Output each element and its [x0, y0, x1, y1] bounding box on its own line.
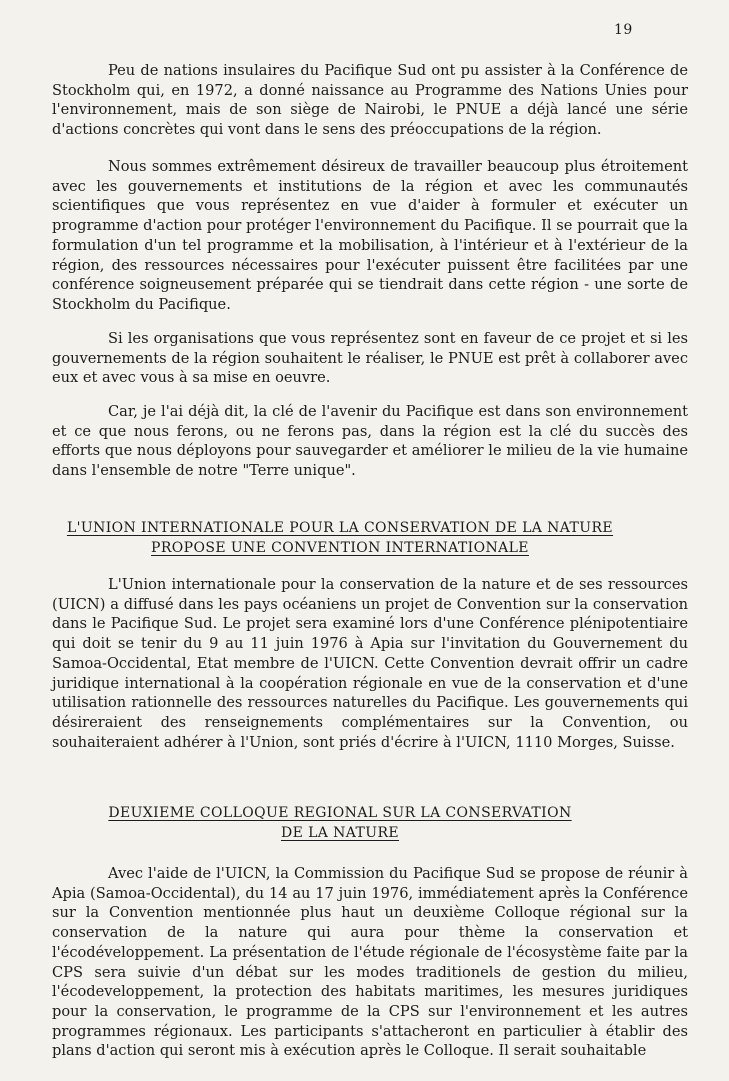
section-heading-colloque-line1: DEUXIEME COLLOQUE REGIONAL SUR LA CONSERVATION: [108, 805, 572, 821]
page-number: 19: [614, 22, 633, 38]
paragraph-projet: Si les organisations que vous représentez sont en faveur de ce projet et si les gouvernements de la région souhaitent le réaliser, le PNUE est prêt à collaborer avec eux et avec vous à sa mise en oeuvre.: [52, 330, 688, 387]
section-heading-colloque: [60, 803, 620, 843]
section-heading-uicn: [40, 518, 640, 558]
paragraph-pnue-stockholm: Peu de nations insulaires du Pacifique Sud ont pu assister à la Conférence de Stockholm qui, en 1972, a donné naissance au Programme des Nations Unies pour l'environnement, mais de son siège de Nairobi, le PNUE a déjà lancé une série d'actions concrètes qui vont dans le sens des préoccupations de la région.: [52, 62, 688, 139]
paragraph-avenir-pacifique: Car, je l'ai déjà dit, la clé de l'avenir du Pacifique est dans son environnement et ce que nous ferons, ou ne ferons pas, dans la région est la clé du succès des efforts que nous déployons pour sauvegarder et améliorer le milieu de la vie humaine dans l'ensemble de notre "Terre unique".: [52, 403, 688, 480]
section-heading-colloque-line2: DE LA NATURE: [280, 825, 400, 841]
paragraph-colloque: Avec l'aide de l'UICN, la Commission du Pacifique Sud se propose de réunir à Apia (Samoa-Occidental), du 14 au 17 juin 1976, immédiatement après la Conférence sur la Convention mentionnée plus haut un deuxième Colloque régional sur la conservation de la nature qui aura pour thème la conservation et l'écodéveloppement. La présentation de l'étude régionale de l'écosystème faite par la CPS sera suivie d'un débat sur les modes traditionels de gestion du milieu, l'écodeveloppement, la protection des habitats maritimes, les mesures juridiques pour la conservation, le programme de la CPS sur l'environnement et les autres programmes régionaux. Les participants s'attacheront en particulier à établir des plans d'action qui seront mis à exécution après le Colloque. Il serait souhaitable: [52, 865, 688, 1060]
paragraph-convention: L'Union internationale pour la conservation de la nature et de ses ressources (UICN) a diffusé dans les pays océaniens un projet de Convention sur la conservation dans le Pacifique Sud. Le projet sera examiné lors d'une Conférence plénipotentiaire qui doit se tenir du 9 au 11 juin 1976 à Apia sur l'invitation du Gouvernement du Samoa-Occidental, Etat membre de l'UICN. Cette Convention devrait offrir un cadre juridique international à la coopération régionale en vue de la conservation et d'une utilisation rationnelle des ressources naturelles du Pacifique. Les gouvernements qui désireraient des renseignements complémentaires sur la Convention, ou souhaiteraient adhérer à l'Union, sont priés d'écrire à l'UICN, 1110 Morges, Suisse.: [52, 576, 688, 751]
section-heading-uicn-line2: PROPOSE UNE CONVENTION INTERNATIONALE: [151, 540, 529, 556]
paragraph-collaboration: Nous sommes extrêmement désireux de travailler beaucoup plus étroitement avec les gouvernements et institutions de la région et avec les communautés scientifiques que vous représentez en vue d'aider à formuler et exécuter un programme d'action pour protéger l'environnement du Pacifique. Il se pourrait que la formulation d'un tel programme et la mobilisation, à l'intérieur et à l'extérieur de la région, des ressources nécessaires pour l'exécuter puissent être facilitées par une conférence soigneusement préparée qui se tiendrait dans cette région - une sorte de Stockholm du Pacifique.: [52, 158, 688, 313]
section-heading-uicn-line1: L'UNION INTERNATIONALE POUR LA CONSERVATION DE LA NATURE: [66, 520, 614, 536]
